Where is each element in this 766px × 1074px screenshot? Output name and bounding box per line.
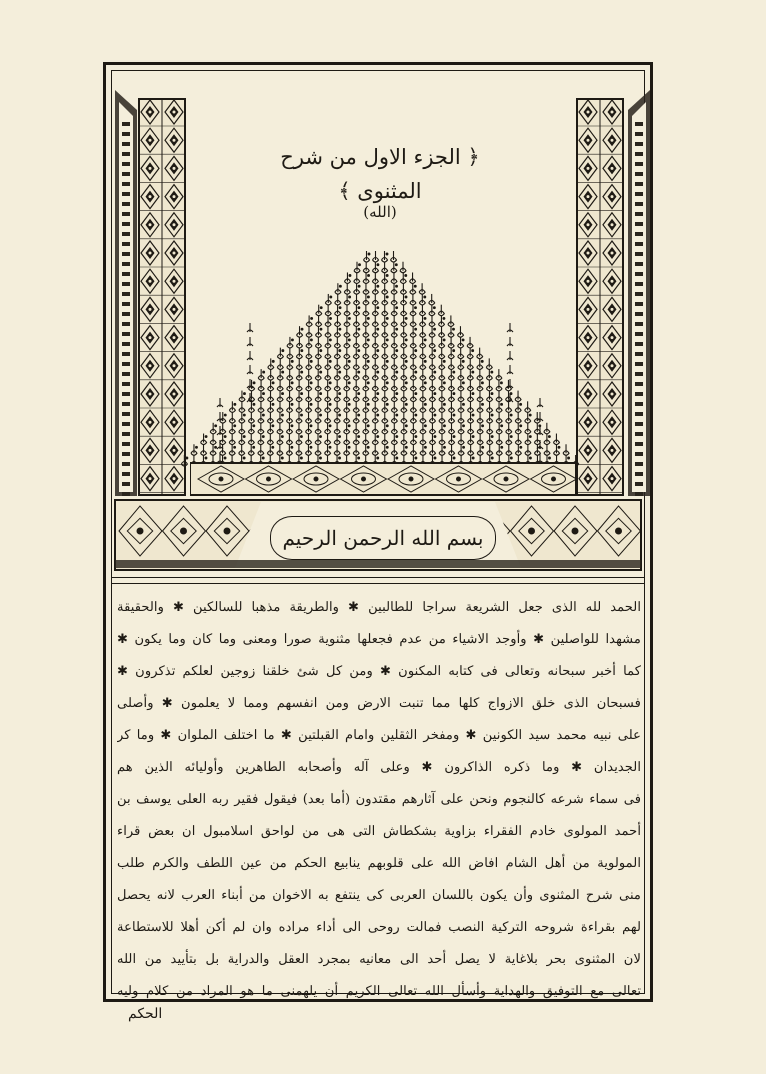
left-stepped-edge bbox=[113, 88, 139, 498]
ornamental-band bbox=[190, 462, 576, 496]
text-line: فى سماء شرعه كالنجوم ونحن على آثارهم مقتدون (أما بعد) فيقول فقير ربه العلى يوسف بن bbox=[117, 792, 641, 807]
divine-name-label: (الله) bbox=[363, 203, 397, 221]
volume-title: ﴿ الجزء الاول من شرح المثنوى ﴾ bbox=[280, 145, 480, 203]
text-line: تعالى مع التوفيق والهداية وأسأل الله تعالى الكريم أن يلهمنى ما هو المراد من كلام وليه bbox=[117, 984, 641, 999]
text-line: على نبيه محمد سيد الكونين ✱ ومفخر الثقلين وامام القبلتين ✱ ما اختلف الملوان ✱ وما كر bbox=[117, 728, 641, 743]
right-ornament-pillar bbox=[576, 98, 624, 496]
main-text-block bbox=[117, 592, 641, 999]
text-top-rule bbox=[111, 577, 645, 578]
text-line: الجديدان ✱ وما ذكره الذاكرون ✱ وعلى آله وأصحابه الطاهرين وأوليائه الذين هم bbox=[117, 760, 641, 775]
text-top-rule-double bbox=[111, 583, 645, 584]
text-line: لهم بقراءة شروحه التركية النصب فمالت روحى الى أداء مراده وان لم أكن أهلا للاستطاعة bbox=[117, 920, 641, 935]
text-line: مشهدا للواصلين ✱ وأوجد الاشياء من عدم فجعلها مثنوية صورا ومعنى وما كان وما يكون ✱ bbox=[117, 632, 641, 647]
basmala-text: بسم الله الرحمن الرحيم bbox=[282, 526, 484, 550]
text-line: فسبحان الذى خلق الازواج كلها مما تنبت الارض ومن انفسهم ومما لا يعلمون ✱ وأصلى bbox=[117, 696, 641, 711]
catchword: الحكم bbox=[128, 1006, 163, 1022]
text-line: الحمد لله الذى جعل الشريعة سراجا للطالبين ✱ والطريقة مذهبا للسالكين ✱ والحقيقة bbox=[117, 600, 641, 615]
text-line: أحمد المولوى خادم الفقراء بزاوية بشكطاش التى هى من لواحق اسلامبول ان بعض قراء bbox=[117, 824, 641, 839]
calligraphic-pyramid-ornament bbox=[180, 228, 580, 472]
text-line: المولوية من أهل الشام افاض الله على قلوبهم ينابيع الحكم من عين اللطف والكرم طلب bbox=[117, 856, 641, 871]
left-ornament-pillar bbox=[138, 98, 186, 496]
text-line: لان المثنوى بحر بلاغاية لا يصل أحد الى معانيه بمجرد العقل والدراية بل بتأييد من الله bbox=[117, 952, 641, 967]
text-line: كما أخبر سبحانه وتعالى فى كتابه المكنون ✱ ومن كل شئ خلقنا زوجين لعلكم تذكرون ✱ bbox=[117, 664, 641, 679]
right-stepped-edge bbox=[626, 88, 652, 498]
text-line: منى شرح المثنوى وأن يكون باللسان العربى كى ينتفع به الاخوان من أبناء العرب لانه يحصل bbox=[117, 888, 641, 903]
